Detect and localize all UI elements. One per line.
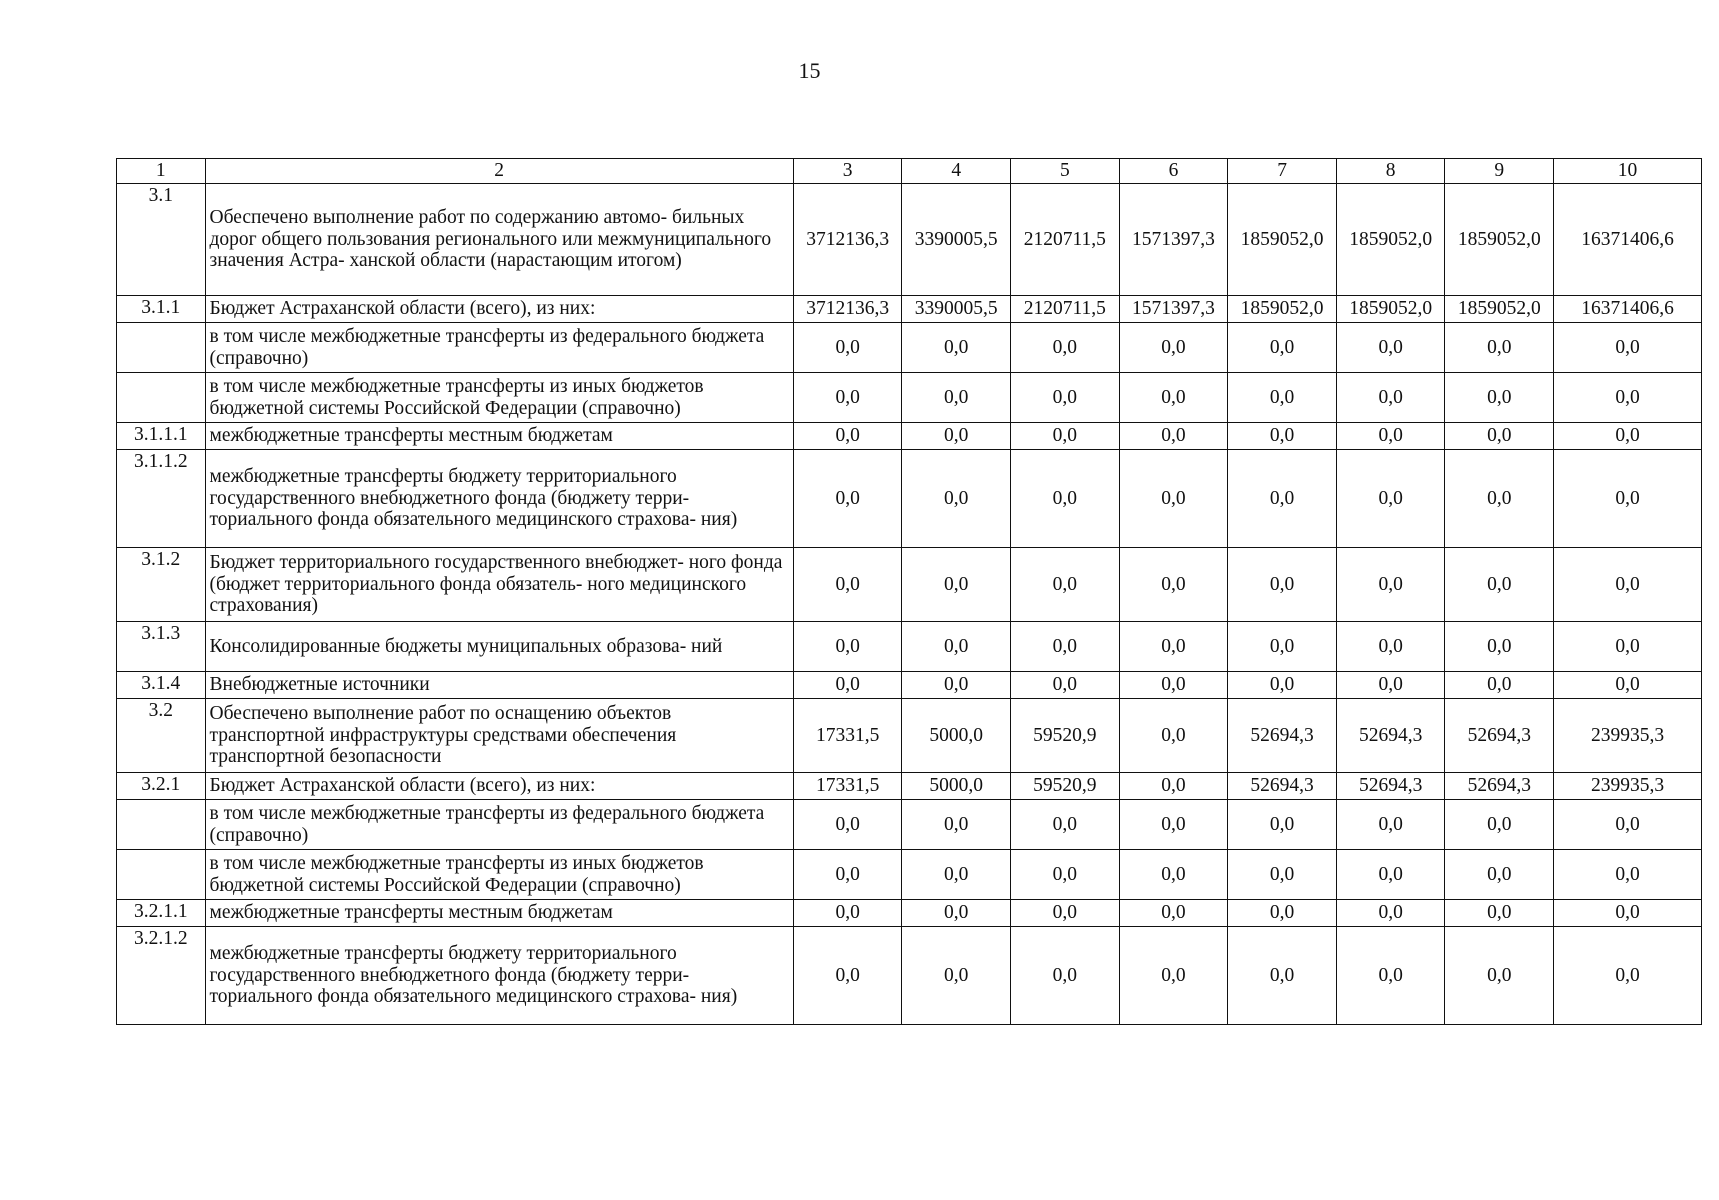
row-value: 0,0 [1554,622,1702,672]
table-row [117,184,1702,296]
row-value: 0,0 [793,927,902,1025]
row-value: 0,0 [1554,450,1702,548]
row-value: 17331,5 [793,773,902,800]
row-value: 0,0 [1445,800,1554,850]
row-value: 239935,3 [1554,699,1702,773]
row-value: 0,0 [1228,900,1337,927]
row-value: 0,0 [1119,773,1228,800]
row-name: Обеспечено выполнение работ по содержанию автомо- бильных дорог общего пользования регионального или межмуниципального значения Астра- ханской области (нарастающим итогом) [205,184,793,296]
row-value: 5000,0 [902,773,1011,800]
row-value: 0,0 [1445,900,1554,927]
row-value: 0,0 [902,622,1011,672]
row-code [117,323,206,373]
row-value: 0,0 [1228,450,1337,548]
row-name: Консолидированные бюджеты муниципальных образова- ний [205,622,793,672]
row-value: 239935,3 [1554,773,1702,800]
row-value: 0,0 [1445,672,1554,699]
row-value: 0,0 [902,323,1011,373]
row-value: 17331,5 [793,699,902,773]
row-value: 0,0 [793,622,902,672]
row-value: 0,0 [902,900,1011,927]
row-value: 0,0 [1119,548,1228,622]
row-value: 0,0 [1336,548,1445,622]
row-value: 0,0 [1011,672,1120,699]
row-value: 0,0 [793,672,902,699]
table-row [117,699,1702,773]
row-value: 0,0 [1228,927,1337,1025]
row-value: 0,0 [1336,927,1445,1025]
row-value: 3712136,3 [793,184,902,296]
row-value: 0,0 [902,373,1011,423]
row-code: 3.1.1.1 [117,423,206,450]
row-code: 3.2.1.2 [117,927,206,1025]
table-row [117,800,1702,850]
header-row [117,159,1702,184]
table-row [117,773,1702,800]
column-header: 2 [205,159,793,184]
row-value: 52694,3 [1445,699,1554,773]
row-value: 0,0 [1336,850,1445,900]
table-row [117,373,1702,423]
row-value: 0,0 [1119,323,1228,373]
table-row [117,548,1702,622]
row-value: 1859052,0 [1228,184,1337,296]
row-code: 3.2.1.1 [117,900,206,927]
row-value: 1859052,0 [1228,296,1337,323]
column-header: 10 [1554,159,1702,184]
row-value: 1571397,3 [1119,184,1228,296]
table-row [117,296,1702,323]
row-value: 0,0 [1228,622,1337,672]
row-value: 0,0 [1011,900,1120,927]
row-value: 0,0 [1445,622,1554,672]
row-value: 1859052,0 [1445,184,1554,296]
row-value: 16371406,6 [1554,296,1702,323]
row-value: 0,0 [902,423,1011,450]
row-value: 1859052,0 [1445,296,1554,323]
row-code: 3.1 [117,184,206,296]
column-header: 4 [902,159,1011,184]
column-header: 7 [1228,159,1337,184]
table-row [117,423,1702,450]
row-name: в том числе межбюджетные трансферты из федерального бюджета (справочно) [205,800,793,850]
row-value: 0,0 [1445,323,1554,373]
row-code [117,373,206,423]
row-value: 52694,3 [1336,773,1445,800]
row-value: 0,0 [1445,450,1554,548]
row-value: 0,0 [1336,622,1445,672]
row-code: 3.1.2 [117,548,206,622]
row-value: 0,0 [1119,373,1228,423]
row-value: 0,0 [1228,800,1337,850]
row-value: 1571397,3 [1119,296,1228,323]
row-value: 0,0 [1445,548,1554,622]
row-name: в том числе межбюджетные трансферты из иных бюджетов бюджетной системы Российской Федерации (справочно) [205,850,793,900]
row-value: 0,0 [1336,323,1445,373]
row-value: 0,0 [1011,927,1120,1025]
column-header: 1 [117,159,206,184]
row-value: 0,0 [793,800,902,850]
row-value: 0,0 [1119,927,1228,1025]
row-value: 0,0 [902,850,1011,900]
table-row [117,850,1702,900]
row-value: 0,0 [1228,850,1337,900]
row-value: 0,0 [1228,672,1337,699]
row-value: 0,0 [1445,850,1554,900]
table-row [117,323,1702,373]
column-header: 5 [1011,159,1120,184]
row-value: 0,0 [1336,450,1445,548]
row-value: 52694,3 [1228,773,1337,800]
row-code: 3.1.1 [117,296,206,323]
row-value: 52694,3 [1228,699,1337,773]
row-value: 0,0 [1445,927,1554,1025]
table-row [117,900,1702,927]
row-value: 0,0 [1011,323,1120,373]
row-value: 0,0 [1336,800,1445,850]
row-value: 52694,3 [1445,773,1554,800]
row-name: межбюджетные трансферты бюджету территориального государственного внебюджетного фонда (бюджету терри- ториального фонда обязательного медицинского страхова- ния) [205,927,793,1025]
row-name: Бюджет Астраханской области (всего), из них: [205,296,793,323]
row-value: 0,0 [793,548,902,622]
row-value: 0,0 [793,900,902,927]
row-value: 0,0 [1119,672,1228,699]
row-name: Внебюджетные источники [205,672,793,699]
row-value: 0,0 [1554,900,1702,927]
table-body [117,159,1702,1025]
row-value: 0,0 [902,927,1011,1025]
row-value: 0,0 [1554,323,1702,373]
row-value: 0,0 [1119,800,1228,850]
row-value: 52694,3 [1336,699,1445,773]
row-name: Бюджет Астраханской области (всего), из них: [205,773,793,800]
row-value: 0,0 [1554,548,1702,622]
row-value: 0,0 [1554,927,1702,1025]
row-value: 0,0 [1228,548,1337,622]
row-value: 0,0 [793,423,902,450]
row-value: 0,0 [793,323,902,373]
row-code: 3.2.1 [117,773,206,800]
table-row [117,450,1702,548]
row-value: 0,0 [1336,423,1445,450]
row-code [117,800,206,850]
row-value: 16371406,6 [1554,184,1702,296]
row-value: 0,0 [1336,373,1445,423]
row-name: Бюджет территориального государственного внебюджет- ного фонда (бюджет территориального фонда обязатель- ного медицинского страхования) [205,548,793,622]
row-value: 2120711,5 [1011,184,1120,296]
row-value: 0,0 [793,373,902,423]
row-code: 3.1.3 [117,622,206,672]
row-value: 0,0 [1554,373,1702,423]
row-value: 59520,9 [1011,773,1120,800]
row-value: 0,0 [902,800,1011,850]
row-name: Обеспечено выполнение работ по оснащению объектов транспортной инфраструктуры средствами обеспечения транспортной безопасности [205,699,793,773]
row-value: 0,0 [1445,373,1554,423]
row-value: 0,0 [1228,373,1337,423]
row-value: 0,0 [793,850,902,900]
row-value: 0,0 [1554,423,1702,450]
column-header: 9 [1445,159,1554,184]
row-value: 0,0 [1119,423,1228,450]
row-value: 0,0 [1554,850,1702,900]
row-value: 0,0 [1011,423,1120,450]
table-row [117,927,1702,1025]
row-value: 0,0 [1011,800,1120,850]
row-value: 0,0 [793,450,902,548]
row-value: 0,0 [1554,672,1702,699]
row-code: 3.1.4 [117,672,206,699]
row-value: 0,0 [1445,423,1554,450]
row-value: 0,0 [1336,672,1445,699]
row-value: 0,0 [1011,450,1120,548]
row-value: 0,0 [1011,622,1120,672]
row-value: 0,0 [1119,900,1228,927]
row-value: 5000,0 [902,699,1011,773]
row-name: в том числе межбюджетные трансферты из иных бюджетов бюджетной системы Российской Федерации (справочно) [205,373,793,423]
row-value: 0,0 [902,548,1011,622]
row-name: межбюджетные трансферты местным бюджетам [205,900,793,927]
row-value: 3390005,5 [902,296,1011,323]
row-code: 3.1.1.2 [117,450,206,548]
row-value: 0,0 [1228,323,1337,373]
column-header: 8 [1336,159,1445,184]
row-value: 0,0 [1119,450,1228,548]
table-row [117,672,1702,699]
row-code: 3.2 [117,699,206,773]
page-number: 15 [798,58,821,83]
row-name: в том числе межбюджетные трансферты из федерального бюджета (справочно) [205,323,793,373]
row-value: 0,0 [902,450,1011,548]
row-value: 0,0 [1011,373,1120,423]
row-value: 2120711,5 [1011,296,1120,323]
row-value: 0,0 [1336,900,1445,927]
row-value: 0,0 [1554,800,1702,850]
row-name: межбюджетные трансферты местным бюджетам [205,423,793,450]
row-value: 0,0 [1119,622,1228,672]
row-value: 0,0 [1011,548,1120,622]
column-header: 6 [1119,159,1228,184]
row-value: 59520,9 [1011,699,1120,773]
row-value: 1859052,0 [1336,296,1445,323]
budget-table [116,158,1702,1025]
row-value: 0,0 [1228,423,1337,450]
row-value: 3390005,5 [902,184,1011,296]
row-value: 1859052,0 [1336,184,1445,296]
table-row [117,622,1702,672]
row-value: 0,0 [902,672,1011,699]
row-value: 0,0 [1119,850,1228,900]
row-value: 0,0 [1119,699,1228,773]
row-value: 3712136,3 [793,296,902,323]
row-value: 0,0 [1011,850,1120,900]
column-header: 3 [793,159,902,184]
row-code [117,850,206,900]
row-name: межбюджетные трансферты бюджету территориального государственного внебюджетного фонда (бюджету терри- ториального фонда обязательного медицинского страхова- ния) [205,450,793,548]
